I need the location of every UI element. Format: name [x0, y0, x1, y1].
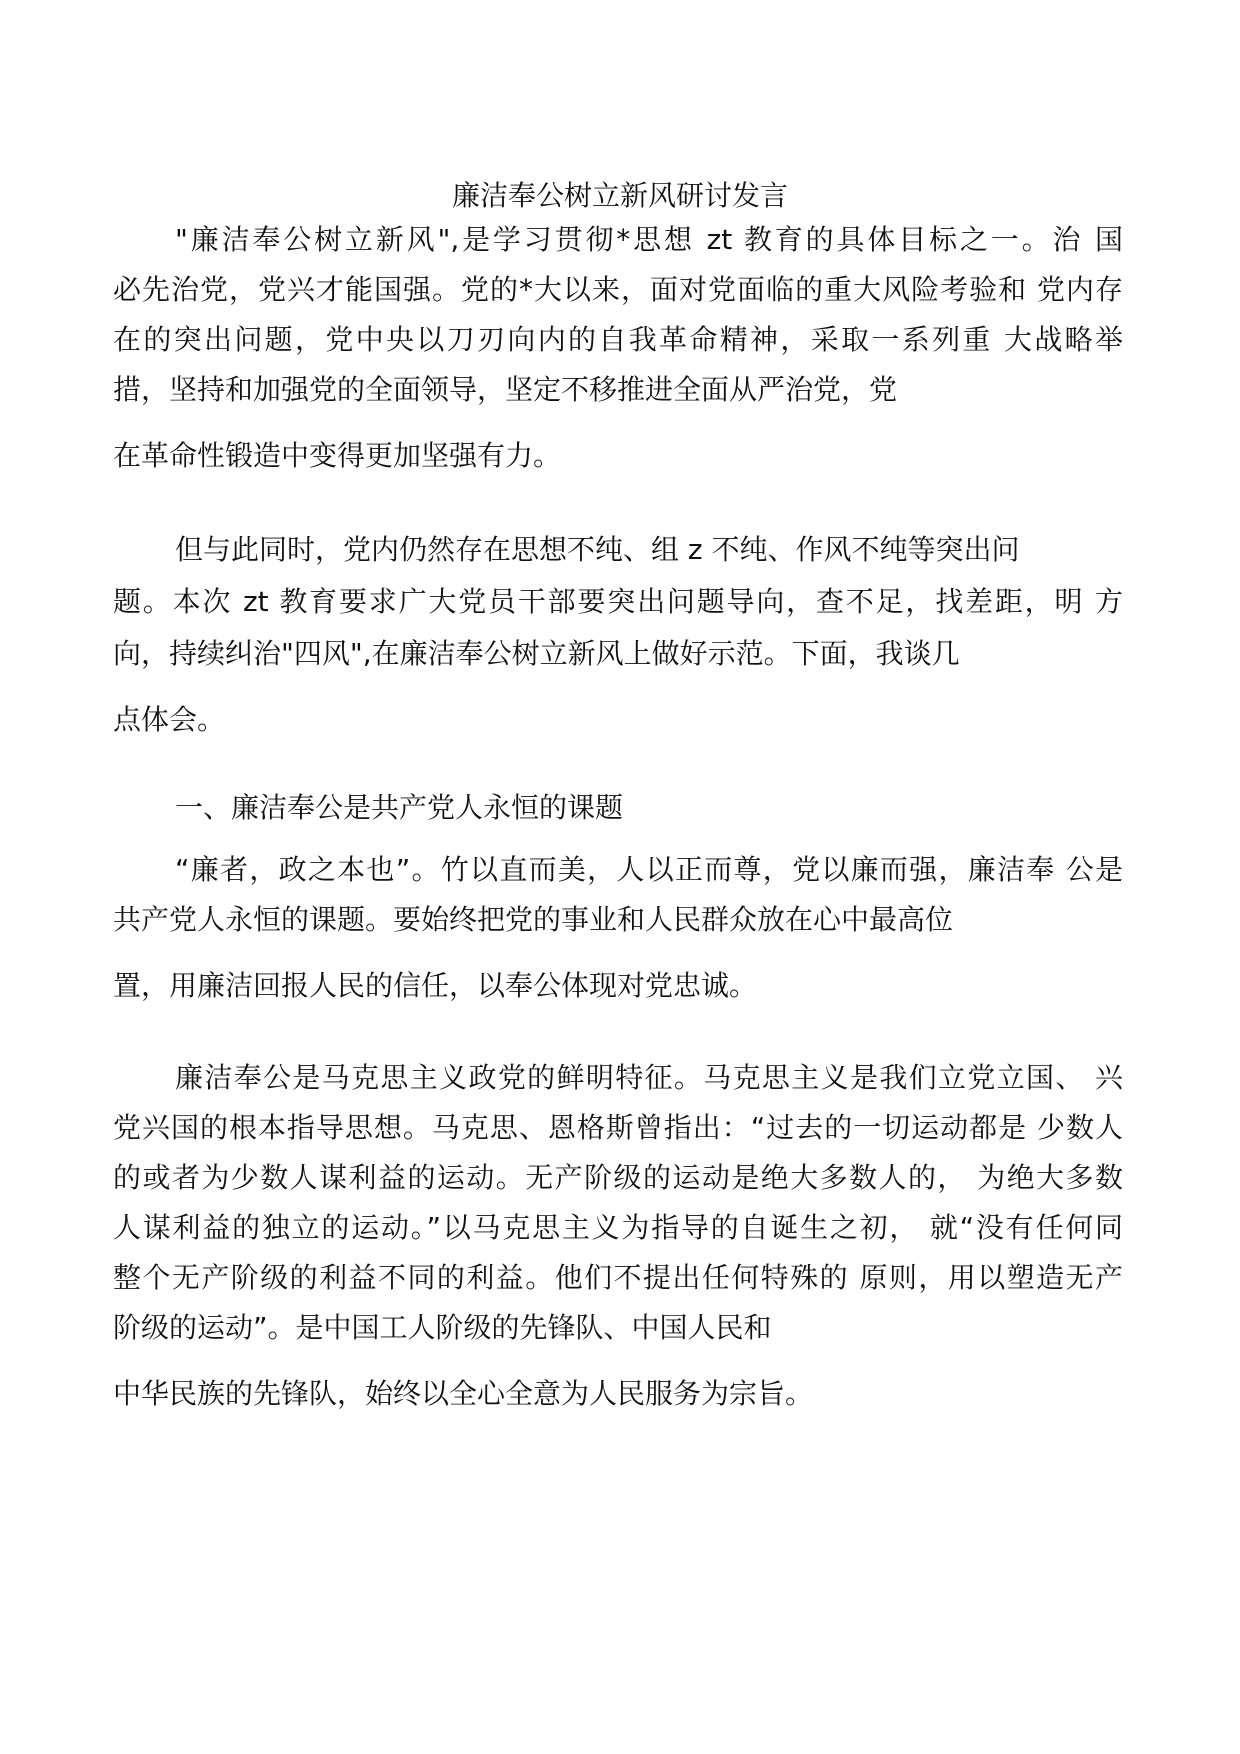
paragraph-4-line-4: 人谋利益的独立的运动。”以马克思主义为指导的自诞生之初， 就“没有任何同 [113, 1211, 1123, 1244]
paragraph-2-line-3: 向，持续纠治"四风",在廉洁奉公树立新风上做好示范。下面，我谈几 [113, 637, 960, 670]
paragraph-2-line-4: 点体会。 [113, 703, 226, 736]
paragraph-4-line-3: 的或者为少数人谋利益的运动。无产阶级的运动是绝大多数人的， 为绝大多数 [113, 1161, 1123, 1194]
paragraph-4-line-2: 党兴国的根本指导思想。马克思、恩格斯曾指出：“过去的一切运动都是 少数人 [113, 1111, 1123, 1144]
document-title: 廉洁奉公树立新风研讨发言 [451, 179, 788, 212]
paragraph-4-line-1: 廉洁奉公是马克思主义政党的鲜明特征。马克思主义是我们立党立国、 兴 [175, 1061, 1123, 1094]
paragraph-4-line-7: 中华民族的先锋队，始终以全心全意为人民服务为宗旨。 [113, 1377, 814, 1410]
section-heading-1: 一、廉洁奉公是共产党人永恒的课题 [175, 791, 624, 824]
paragraph-2-line-2: 题。本次 zt 教育要求广大党员干部要突出问题导向，查不足，找差距，明 方 [113, 585, 1123, 618]
paragraph-4-line-6: 阶级的运动”。是中国工人阶级的先锋队、中国人民和 [113, 1311, 772, 1344]
paragraph-1-line-3: 在的突出问题，党中央以刀刃向内的自我革命精神，采取一系列重 大战略举 [113, 323, 1123, 356]
paragraph-3-line-3: 置，用廉洁回报人民的信任，以奉公体现对党忠诚。 [113, 969, 758, 1002]
paragraph-3-line-1: “廉者，政之本也”。竹以直而美，人以正而尊，党以廉而强，廉洁奉 公是 [175, 853, 1123, 886]
paragraph-1-line-4: 措，坚持和加强党的全面领导，坚定不移推进全面从严治党，党 [113, 373, 898, 406]
paragraph-1-line-2: 必先治党，党兴才能国强。党的*大以来，面对党面临的重大风险考验和 党内存 [113, 273, 1123, 306]
paragraph-3-line-2: 共产党人永恒的课题。要始终把党的事业和人民群众放在心中最高位 [113, 903, 954, 936]
paragraph-1-line-1: "廉洁奉公树立新风",是学习贯彻*思想 zt 教育的具体目标之一。治 国 [175, 223, 1123, 256]
paragraph-1-line-5: 在革命性锻造中变得更加坚强有力。 [113, 439, 562, 472]
paragraph-2-line-1: 但与此同时，党内仍然存在思想不纯、组 z 不纯、作风不纯等突出问 [175, 533, 1020, 566]
paragraph-4-line-5: 整个无产阶级的利益不同的利益。他们不提出任何特殊的 原则，用以塑造无产 [113, 1261, 1123, 1294]
